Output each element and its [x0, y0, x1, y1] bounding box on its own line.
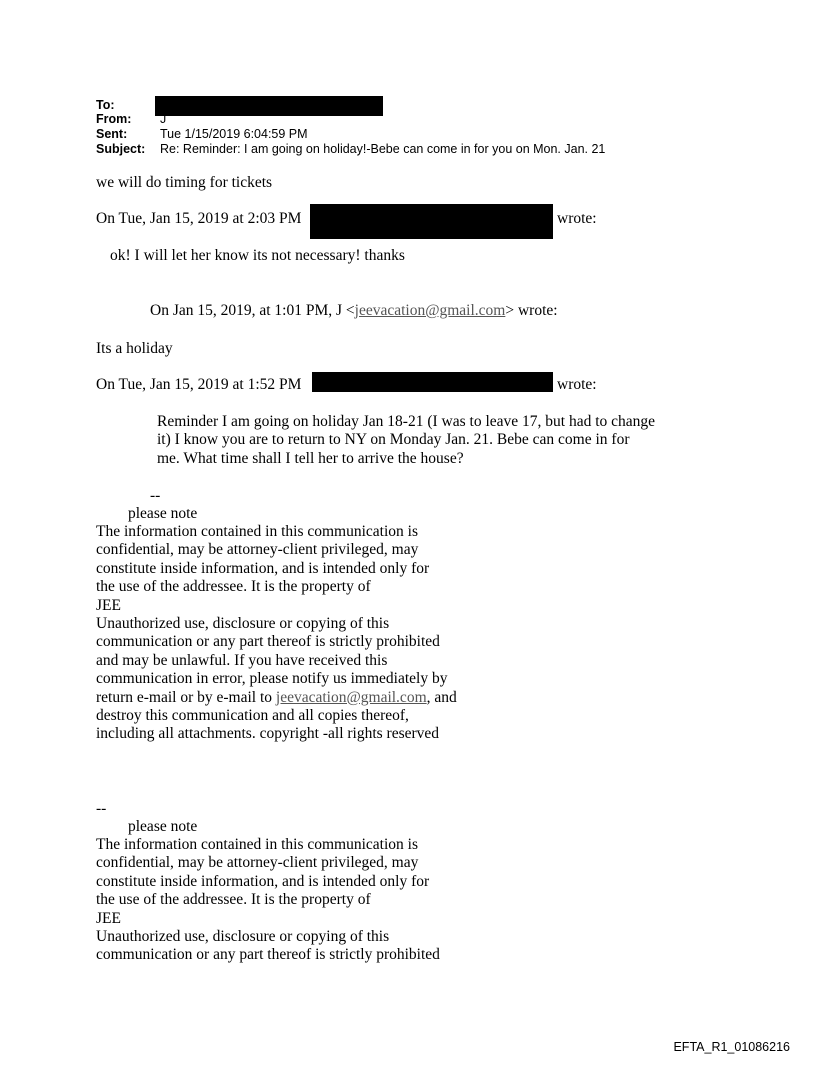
subject-row	[96, 142, 605, 156]
quote-intro-suffix: > wrote:	[505, 302, 558, 319]
redaction-bar	[155, 96, 383, 116]
quote-intro	[150, 302, 558, 320]
message-body: we will do timing for tickets	[96, 174, 273, 191]
email-link[interactable]: jeevacation@gmail.com	[275, 688, 427, 706]
redaction-bar	[312, 372, 553, 392]
quote-wrote: wrote:	[557, 376, 597, 393]
disclaimer-line: Unauthorized use, disclosure or copying of this	[96, 615, 390, 633]
disclaimer-line: Unauthorized use, disclosure or copying of this	[96, 928, 390, 946]
disclaimer-note: please note	[128, 818, 198, 835]
disclaimer-line: communication or any part thereof is strictly prohibited	[96, 946, 440, 964]
message-body	[157, 413, 655, 468]
disclaimer-line: confidential, may be attorney-client privileged, may	[96, 854, 419, 872]
quote-intro: On Tue, Jan 15, 2019 at 1:52 PM	[96, 376, 302, 393]
disclaimer-note: please note	[128, 505, 198, 522]
disclaimer-line: The information contained in this communication is	[96, 836, 418, 853]
sent-label: Sent:	[96, 127, 128, 141]
body-line: me. What time shall I tell her to arrive the house?	[157, 449, 464, 467]
disclaimer-line: confidential, may be attorney-client privileged, may	[96, 541, 419, 559]
disclaimer-line	[96, 689, 457, 707]
quote-wrote: wrote:	[557, 210, 597, 227]
signature-dashes: --	[96, 800, 107, 817]
disclaimer-line: JEE	[96, 909, 121, 927]
disclaimer-text	[96, 836, 440, 965]
sent-value: Tue 1/15/2019 6:04:59 PM	[160, 127, 308, 141]
disclaimer-line: communication in error, please notify us immediately by	[96, 670, 448, 688]
signature-dashes: --	[150, 487, 161, 504]
document-id: EFTA_R1_01086216	[673, 1040, 790, 1054]
message-body: Its a holiday	[96, 340, 173, 357]
subject-label: Subject:	[96, 142, 146, 156]
disclaimer-line: constitute inside information, and is intended only for	[96, 872, 430, 890]
sent-row	[96, 127, 308, 141]
disclaimer-line: communication or any part thereof is strictly prohibited	[96, 633, 440, 651]
disclaimer-line: destroy this communication and all copies thereof,	[96, 707, 409, 725]
disclaimer-line-suffix: , and	[426, 688, 457, 706]
from-value: J	[160, 112, 167, 126]
disclaimer-line: including all attachments. copyright -all rights reserved	[96, 725, 440, 743]
from-label: From:	[96, 112, 132, 126]
disclaimer-line: constitute inside information, and is intended only for	[96, 559, 430, 577]
to-row	[96, 98, 160, 112]
quote-intro: On Tue, Jan 15, 2019 at 2:03 PM	[96, 210, 302, 227]
disclaimer-line: The information contained in this communication is	[96, 523, 418, 540]
redaction-bar	[310, 204, 553, 239]
disclaimer-line: and may be unlawful. If you have received this	[96, 651, 388, 669]
email-link[interactable]: jeevacation@gmail.com	[354, 302, 506, 319]
disclaimer-text	[96, 523, 457, 744]
from-row	[96, 112, 166, 126]
disclaimer-line: the use of the addressee. It is the property of	[96, 578, 371, 596]
disclaimer-line-prefix: return e-mail or by e-mail to	[96, 688, 276, 706]
disclaimer-line: JEE	[96, 596, 121, 614]
subject-value: Re: Reminder: I am going on holiday!-Bebe can come in for you on Mon. Jan. 21	[160, 142, 606, 156]
body-line: Reminder I am going on holiday Jan 18-21 (I was to leave 17, but had to change	[157, 413, 656, 430]
message-body: ok! I will let her know its not necessary! thanks	[110, 247, 405, 264]
body-line: it) I know you are to return to NY on Monday Jan. 21. Bebe can come in for	[157, 431, 630, 449]
to-label: To:	[96, 98, 115, 112]
quote-intro-prefix: On Jan 15, 2019, at 1:01 PM, J <	[150, 302, 355, 319]
disclaimer-line: the use of the addressee. It is the property of	[96, 891, 371, 909]
